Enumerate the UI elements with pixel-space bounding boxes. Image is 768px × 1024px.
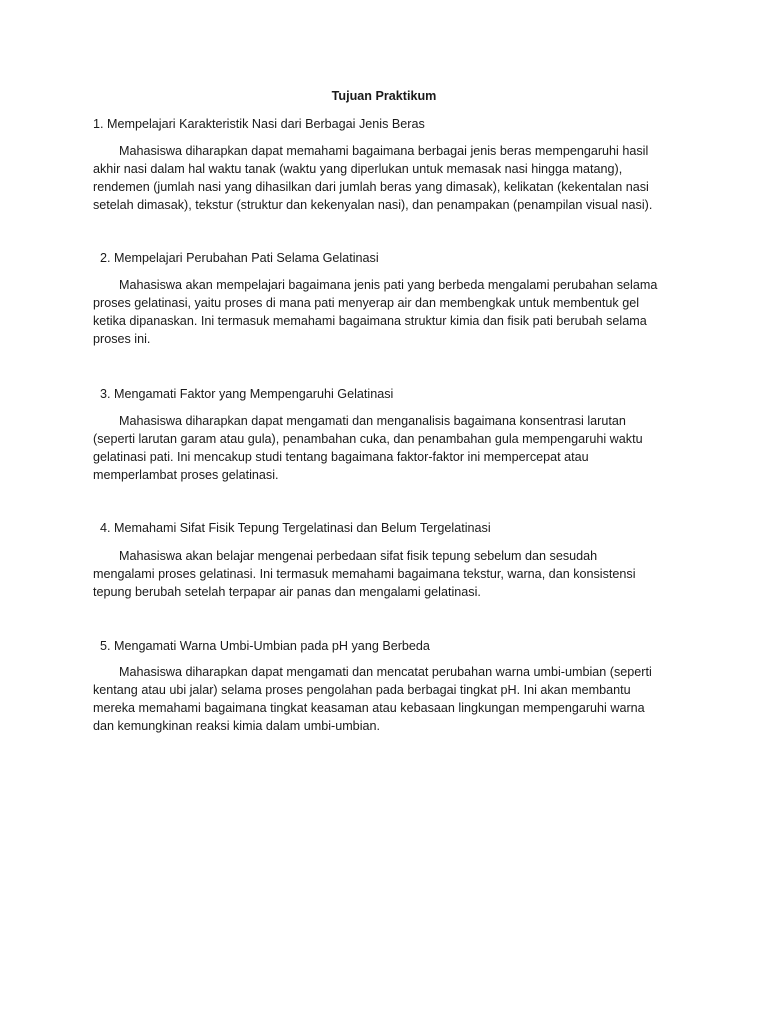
paragraph-line: tepung berubah setelah terpapar air panas dan mengalami gelatinasi. — [93, 585, 481, 599]
section-heading-4: 4. Memahami Sifat Fisik Tepung Tergelatinasi dan Belum Tergelatinasi — [100, 521, 491, 535]
paragraph-line: memperlambat proses gelatinasi. — [93, 468, 279, 482]
paragraph-line: akhir nasi dalam hal waktu tanak (waktu yang diperlukan untuk memasak nasi hingga matang), — [93, 162, 623, 176]
paragraph-line: mereka memahami bagaimana tingkat keasaman atau kebasaan lingkungan mempengaruhi warna — [93, 701, 645, 715]
paragraph-line: Mahasiswa diharapkan dapat mengamati dan menganalisis bagaimana konsentrasi larutan — [119, 414, 626, 428]
paragraph-line: dan kemungkinan reaksi kimia dalam umbi-umbian. — [93, 719, 380, 733]
section-paragraph-4 — [93, 547, 683, 601]
paragraph-line: proses gelatinasi, yaitu proses di mana pati menyerap air dan membengkak untuk membentuk gel — [93, 296, 640, 310]
paragraph-line: proses ini. — [93, 332, 151, 346]
section-paragraph-5 — [93, 663, 683, 735]
paragraph-line: Mahasiswa akan mempelajari bagaimana jenis pati yang berbeda mengalami perubahan selama — [119, 278, 658, 292]
section-paragraph-3 — [93, 412, 683, 484]
page-title: Tujuan Praktikum — [331, 89, 437, 103]
section-heading-3: 3. Mengamati Faktor yang Mempengaruhi Gelatinasi — [100, 387, 394, 401]
paragraph-line: Mahasiswa diharapkan dapat mengamati dan mencatat perubahan warna umbi-umbian (seperti — [119, 665, 652, 679]
paragraph-line: Mahasiswa diharapkan dapat memahami bagaimana berbagai jenis beras mempengaruhi hasil — [119, 144, 649, 158]
paragraph-line: gelatinasi pati. Ini mencakup studi tentang bagaimana faktor-faktor ini mempercepat atau — [93, 450, 589, 464]
paragraph-line: ketika dipanaskan. Ini termasuk memahami bagaimana struktur kimia dan fisik pati berubah selama — [93, 314, 647, 328]
section-paragraph-2 — [93, 276, 683, 348]
paragraph-line: rendemen (jumlah nasi yang dihasilkan dari jumlah beras yang dimasak), kelikatan (kekentalan nasi — [93, 180, 649, 194]
section-heading-2: 2. Mempelajari Perubahan Pati Selama Gelatinasi — [100, 251, 379, 265]
paragraph-line: Mahasiswa akan belajar mengenai perbedaan sifat fisik tepung sebelum dan sesudah — [119, 549, 598, 563]
section-heading-5: 5. Mengamati Warna Umbi-Umbian pada pH yang Berbeda — [100, 639, 430, 653]
paragraph-line: mengalami proses gelatinasi. Ini termasuk memahami bagaimana tekstur, warna, dan konsistensi — [93, 567, 636, 581]
section-heading-1: 1. Mempelajari Karakteristik Nasi dari Berbagai Jenis Beras — [93, 117, 425, 131]
section-paragraph-1 — [93, 142, 683, 214]
paragraph-line: (seperti larutan garam atau gula), penambahan cuka, dan penambahan gula mempengaruhi waktu — [93, 432, 643, 446]
paragraph-line: kentang atau ubi jalar) selama proses pengolahan pada berbagai tingkat pH. Ini akan membantu — [93, 683, 631, 697]
paragraph-line: setelah dimasak), tekstur (struktur dan kekenyalan nasi), dan penampakan (penampilan visual nasi). — [93, 198, 653, 212]
